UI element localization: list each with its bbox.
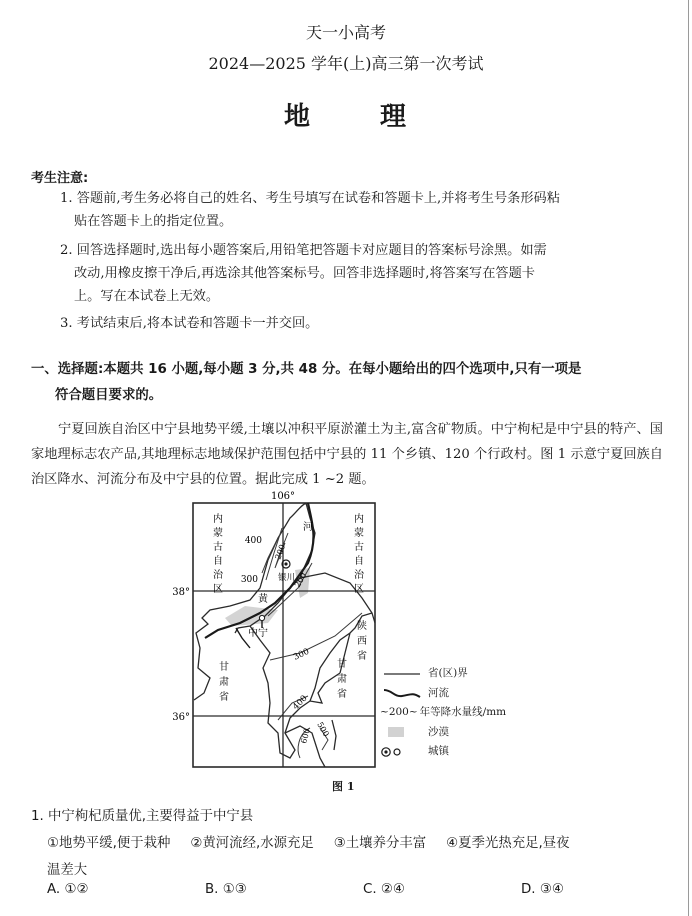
isoline-label: 600 [299,727,312,745]
notice-text: 上。写在本试卷上无效。 [74,289,220,304]
isoline-icon: ~200~ [380,706,418,718]
isoline-label: 300 [240,575,258,585]
lat-label-36: 36° [172,712,190,723]
region-label-shaanxi: 陕西省 [354,620,366,665]
notice-item-1 [60,187,660,233]
isoline-label: 400 [291,693,310,713]
isoline-label: 200 [273,543,288,561]
boundary-line-icon [380,667,424,681]
page-right-border [688,0,689,916]
isoline-label: 200 [292,571,309,589]
statement: ④夏季光热充足,昼夜 [446,836,570,851]
notice-number: 1. [60,191,73,206]
notice-text: 贴在答题卡上的指定位置。 [74,214,233,229]
figure-caption: 图 1 [332,780,355,793]
desert-area [225,606,278,626]
legend-item-desert [380,723,506,743]
city-marker-icon [380,745,424,759]
section-line: 符合题目要求的。 [55,388,163,403]
legend-isoline-value: 200 [388,706,409,718]
town-marker-icon [259,615,264,620]
isoline-300-b [270,613,362,660]
city-label-yinchuan: 银川 [278,573,296,583]
notice-item-3 [60,312,660,335]
legend-label: 沙漠 [428,725,449,738]
choice-c[interactable]: C. ②④ [363,882,405,897]
isoline-label: 400 [244,536,262,546]
notice-title: 考生注意: [31,171,89,186]
statement: ②黄河流经,水源充足 [190,836,314,851]
notice-number: 2. [60,243,73,258]
section-heading [31,357,661,409]
subject-title: 地 理 [283,102,428,132]
legend-label: 年等降水量线/mm [419,706,507,718]
legend-label: 城镇 [428,745,449,757]
city-label-zhongning: 中宁 [248,628,268,639]
choice-a[interactable]: A. ①② [47,882,89,897]
desert-fill-icon [380,725,424,739]
river-label: 河 [303,522,313,533]
question-stem: 1. 中宁枸杞质量优,主要得益于中宁县 [31,809,254,824]
isoline-label: 500 [315,720,331,739]
question-statements [31,830,663,857]
section-line: 一、选择题:本题共 16 小题,每小题 3 分,共 48 分。在每小题给出的四个选项中,只有一项是 [31,362,582,377]
map-figure-1 [150,488,382,776]
river-label: 黄 [258,594,268,605]
region-label-inner-mongolia: 内蒙古自治区 [351,513,363,597]
map-legend [380,664,506,762]
statement: ③土壤养分丰富 [333,836,427,851]
exam-brand: 天一小高考 [305,23,386,42]
lat-label-38: 38° [172,587,190,598]
notice-number: 3. [60,316,73,331]
notice-text: 考试结束后,将本试卷和答题卡一并交回。 [76,316,319,331]
notice-text: 回答选择题时,选出每小题答案后,用铅笔把答题卡对应题目的答案标号涂黑。如需 [76,243,547,258]
statement-continued: 温差大 [47,863,88,878]
choice-b[interactable]: B. ①③ [205,882,247,897]
region-label-inner-mongolia: 内蒙古自治区 [210,513,222,597]
choice-d[interactable]: D. ③④ [521,882,564,897]
capital-marker-dot [284,562,287,565]
passage: 宁夏回族自治区中宁县地势平缓,土壤以冲积平原淤灌土为主,富含矿物质。中宁枸杞是中宁县的特产、国家地理标志农产品,其地理标志地域保护范围包括中宁县的 11 个乡镇、120 个行政村。图 1 示意宁夏回族自治区降水、河流分布及中宁县的位置。据此完成 1 ~2 题。 [31,422,663,487]
notice-text: 改动,用橡皮擦干净后,再选涂其他答案标号。回答非选择题时,将答案写在答题卡 [74,266,535,281]
isoline-label: 300 [292,646,311,663]
legend-label: 河流 [428,686,449,699]
exam-title: 2024—2025 学年(上)高三第一次考试 [208,54,484,73]
statement: ①地势平缓,便于栽种 [47,836,171,851]
legend-item-boundary [380,664,506,684]
legend-item-city [380,742,506,762]
river-line-icon [380,686,424,700]
question-1 [31,803,663,884]
notice-item-2 [60,239,660,308]
legend-item-isoline [380,703,506,723]
region-label-gansu: 甘肃省 [216,661,228,706]
lon-label: 106° [270,491,296,502]
region-label-gansu: 甘肃省 [334,658,346,703]
notice-text: 答题前,考生务必将自己的姓名、考生号填写在试卷和答题卡上,并将考生号条形码粘 [76,191,560,206]
legend-item-river [380,684,506,704]
legend-label: 省(区)界 [428,667,468,679]
